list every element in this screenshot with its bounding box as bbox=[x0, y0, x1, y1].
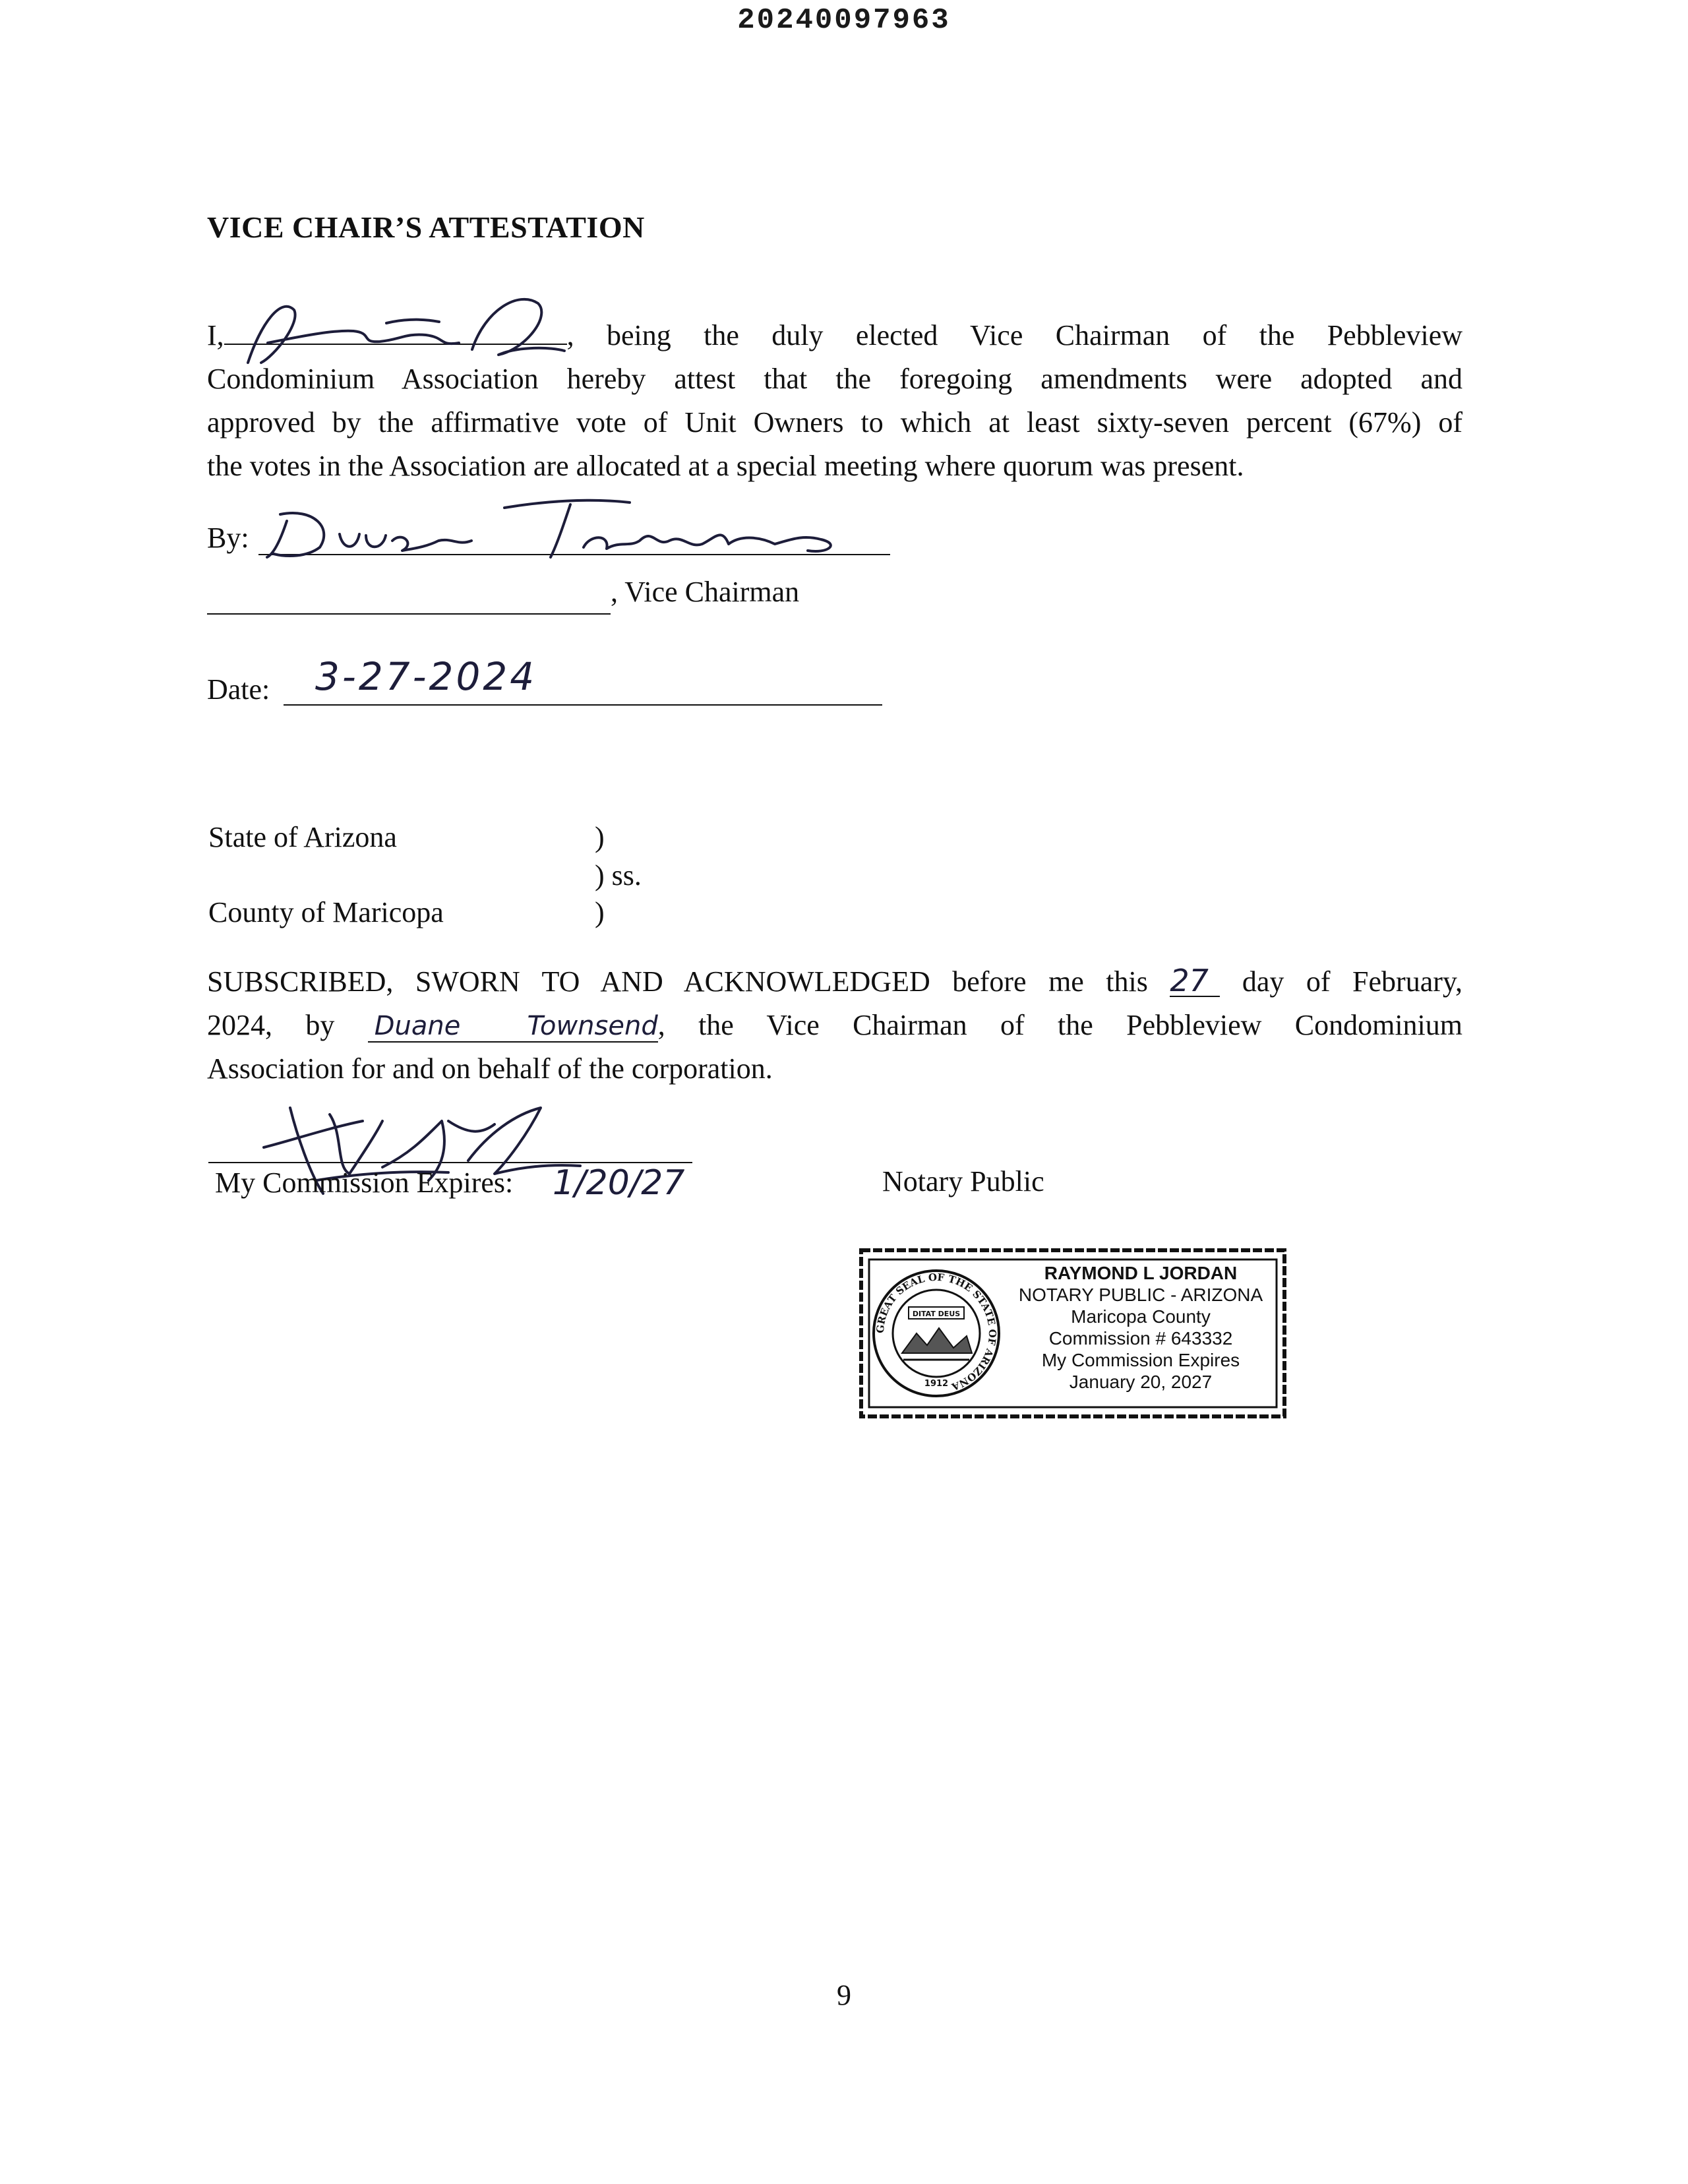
attestation-prefix: I, bbox=[207, 319, 224, 351]
notary-county: Maricopa County bbox=[1071, 1306, 1211, 1327]
by-label: By: bbox=[207, 522, 249, 554]
venue-paren-2: ) bbox=[595, 896, 605, 928]
date-line bbox=[284, 704, 882, 706]
notary-name: RAYMOND L JORDAN bbox=[1044, 1263, 1238, 1283]
printed-name-line bbox=[207, 613, 611, 615]
notary-public-label: Notary Public bbox=[882, 1165, 1044, 1198]
arizona-seal-icon bbox=[870, 1267, 1002, 1399]
handwritten-signature-by bbox=[260, 488, 893, 567]
venue-ss: ) ss. bbox=[595, 859, 642, 892]
state-of-arizona: State of Arizona bbox=[208, 821, 397, 853]
attestation-line-3: approved by the affirmative vote of Unit Owners to which at least sixty-seven percent (67%) of bbox=[207, 406, 1462, 439]
seal-year: 1912 bbox=[924, 1379, 949, 1389]
page-number: 9 bbox=[837, 1979, 851, 2011]
stamp-expires-label: My Commission Expires bbox=[1041, 1350, 1240, 1370]
attestation-title: VICE CHAIR’S ATTESTATION bbox=[207, 210, 645, 244]
date-label: Date: bbox=[207, 673, 270, 706]
name-handwritten: Duane Townsend bbox=[368, 1011, 658, 1043]
date-handwritten: 3-27-2024 bbox=[315, 654, 537, 699]
day-handwritten: 27 bbox=[1170, 965, 1220, 997]
commission-expires-handwritten: 1/20/27 bbox=[553, 1163, 685, 1203]
stamp-expires-date: January 20, 2027 bbox=[1069, 1372, 1213, 1392]
attestation-line-1-text: , being the duly elected Vice Chairman of the Pebbleview bbox=[566, 319, 1462, 351]
notary-stamp bbox=[857, 1245, 1288, 1422]
attestation-line-2: Condominium Association hereby attest that the foregoing amendments were adopted and bbox=[207, 363, 1462, 395]
seal-motto: DITAT DEUS bbox=[912, 1310, 961, 1318]
notary-line-3: Association for and on behalf of the corporation. bbox=[207, 1052, 773, 1085]
notary-line-2: 2024, by Duane Townsend, the Vice Chairman of the Pebbleview Condominium bbox=[207, 1009, 1463, 1041]
attestation-line-4: the votes in the Association are allocated at a special meeting where quorum was present. bbox=[207, 450, 1244, 482]
notary-statement bbox=[207, 960, 1462, 1091]
county-of-maricopa: County of Maricopa bbox=[208, 896, 444, 928]
document-number: 20240097963 bbox=[737, 4, 951, 37]
notary-line-1: SUBSCRIBED, SWORN TO AND ACKNOWLEDGED before me this 27 day of February, bbox=[207, 963, 1463, 998]
commission-number: Commission # 643332 bbox=[1048, 1328, 1233, 1349]
venue-paren-1: ) bbox=[595, 821, 605, 853]
notary-title: NOTARY PUBLIC - ARIZONA bbox=[1018, 1285, 1263, 1305]
vice-chairman-label: , Vice Chairman bbox=[611, 576, 800, 608]
handwritten-signature-inline bbox=[222, 284, 578, 376]
commission-expires-label: My Commission Expires: bbox=[215, 1167, 514, 1199]
seal-text: GREAT SEAL OF THE STATE OF ARIZONA bbox=[874, 1271, 999, 1393]
stamp-text-block bbox=[996, 1262, 1286, 1393]
